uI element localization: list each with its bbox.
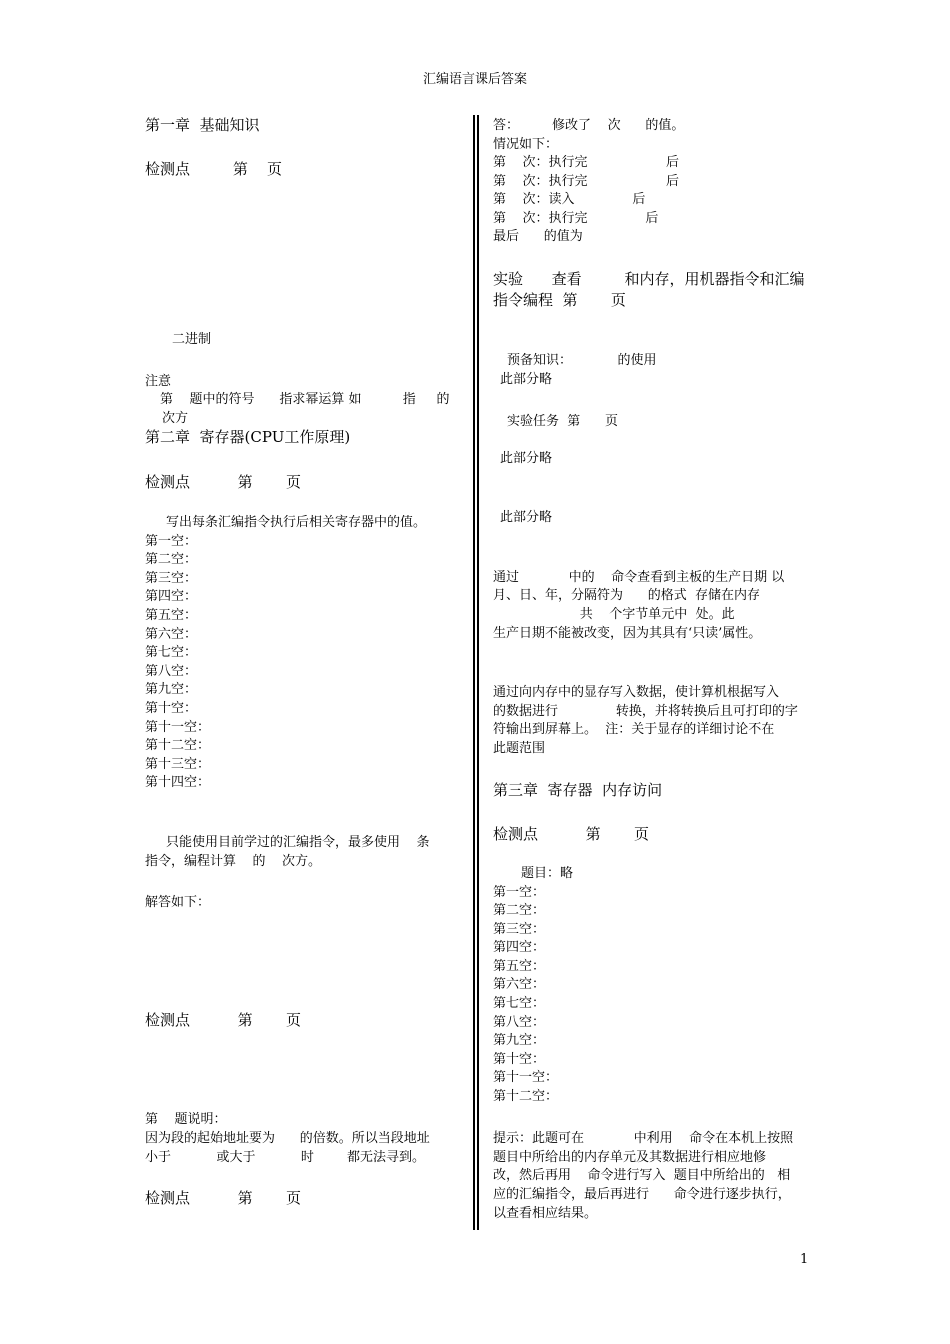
right-blank-12: 第十二空： [493, 1089, 559, 1104]
right-blank-9: 第九空： [493, 1033, 546, 1048]
exercise-note-title: 第 题说明： [145, 1112, 227, 1127]
right-blank-10: 第十空： [493, 1052, 546, 1067]
right-blank-3: 第三空： [493, 922, 546, 937]
right-blank-8: 第八空： [493, 1015, 546, 1030]
exercise-note-line-2: 小于 或大于 时 都无法寻到。 [145, 1150, 425, 1165]
left-blank-5: 第五空： [145, 608, 198, 623]
exercise-note-line-1: 因为段的起始地址要为 的倍数。所以当段地址 [145, 1131, 430, 1146]
chapter-2-checkpoint-b: 检测点 第 页 [145, 1011, 302, 1029]
left-blank-4: 第四空： [145, 589, 198, 604]
page-header: 汇编语言课后答案 [422, 72, 527, 87]
question-omitted: 题目：略 [521, 866, 574, 881]
column-divider-left [473, 115, 475, 1230]
answer-label: 解答如下： [145, 895, 211, 910]
left-blank-8: 第八空： [145, 664, 198, 679]
hint-line-4: 应的汇编指令，最后再进行 命令进行逐步执行， [493, 1187, 791, 1202]
chapter-2-checkpoint-c: 检测点 第 页 [145, 1189, 302, 1207]
hint-line-1: 提示：此题可在 中利用 命令在本机上按照 [493, 1131, 794, 1146]
right-blank-5: 第五空： [493, 959, 546, 974]
omit-note-3: 此部分略 [500, 510, 553, 525]
chapter-2-checkpoint-a: 检测点 第 页 [145, 473, 302, 491]
omit-note-1: 此部分略 [500, 372, 553, 387]
step-4: 第 次：执行完 后 [493, 211, 659, 226]
chapter-3-title: 第三章 寄存器 内存访问 [493, 781, 663, 799]
step-2: 第 次：执行完 后 [493, 174, 680, 189]
answer-line: 答： 修改了 次 的值。 [493, 118, 685, 133]
bios-line-1: 通过 中的 命令查看到主板的生产日期 以 [493, 570, 785, 585]
prep-knowledge: 预备知识： 的使用 [507, 353, 657, 368]
lab-title-line-1: 实验 查看 和内存，用机器指令和汇编 [493, 270, 805, 288]
left-blank-2: 第二空： [145, 552, 198, 567]
left-blank-3: 第三空： [145, 571, 198, 586]
step-1: 第 次：执行完 后 [493, 155, 680, 170]
column-divider-right [477, 115, 479, 1230]
chapter-1-title: 第一章 基础知识 [145, 116, 260, 134]
exercise-2-line-1: 只能使用目前学过的汇编指令，最多使用 条 [166, 835, 430, 850]
left-blank-9: 第九空： [145, 682, 198, 697]
exercise-1-intro: 写出每条汇编指令执行后相关寄存器中的值。 [166, 515, 427, 530]
left-blank-10: 第十空： [145, 701, 198, 716]
left-blank-14: 第十四空： [145, 775, 211, 790]
bios-line-2: 月、日、年，分隔符为 的格式 存储在内存 [493, 588, 761, 603]
hint-line-3: 改，然后再用 命令进行写入 题目中所给出的 相 [493, 1168, 791, 1183]
right-blank-6: 第六空： [493, 977, 546, 992]
vram-line-2: 的数据进行 转换，并将转换后且可打印的字 [493, 704, 798, 719]
vram-line-3: 符输出到屏幕上。 注：关于显存的详细讨论不在 [493, 722, 775, 737]
left-blank-12: 第十二空： [145, 738, 211, 753]
right-blank-7: 第七空： [493, 996, 546, 1011]
right-blank-4: 第四空： [493, 940, 546, 955]
left-blank-7: 第七空： [145, 645, 198, 660]
vram-line-1: 通过向内存中的显存写入数据，使计算机根据写入 [493, 685, 780, 700]
final-value: 最后 的值为 [493, 229, 583, 244]
left-blank-13: 第十三空： [145, 757, 211, 772]
note-line-2: 次方 [162, 411, 189, 426]
right-blank-2: 第二空： [493, 903, 546, 918]
bios-line-4: 生产日期不能被改变，因为其具有‘只读’属性。 [493, 626, 762, 641]
lab-title-line-2: 指令编程 第 页 [493, 291, 626, 309]
situation-label: 情况如下： [493, 137, 559, 152]
right-blank-1: 第一空： [493, 885, 546, 900]
omit-note-2: 此部分略 [500, 451, 553, 466]
note-line-1: 第 题中的符号 指求幂运算 如 指 的 [160, 392, 450, 407]
hint-line-5: 以查看相应结果。 [493, 1206, 598, 1221]
hint-line-2: 题目中所给出的内存单元及其数据进行相应地修 [493, 1150, 767, 1165]
chapter-1-checkpoint: 检测点 第 页 [145, 160, 282, 178]
page-number: 1 [800, 1252, 809, 1267]
step-3: 第 次：读入 后 [493, 192, 646, 207]
left-blank-11: 第十一空： [145, 720, 211, 735]
left-blank-1: 第一空： [145, 534, 198, 549]
binary-label: 二进制 [172, 332, 212, 347]
chapter-3-checkpoint: 检测点 第 页 [493, 825, 650, 843]
vram-line-4: 此题范围 [493, 741, 546, 756]
bios-line-3: 共 个字节单元中 处。此 [493, 607, 735, 622]
left-blank-6: 第六空： [145, 627, 198, 642]
right-blank-11: 第十一空： [493, 1070, 559, 1085]
chapter-2-title: 第二章 寄存器(CPU工作原理) [145, 428, 351, 446]
exercise-2-line-2: 指令，编程计算 的 次方。 [145, 854, 322, 869]
lab-task: 实验任务 第 页 [507, 414, 619, 429]
note-title: 注意 [145, 374, 172, 389]
